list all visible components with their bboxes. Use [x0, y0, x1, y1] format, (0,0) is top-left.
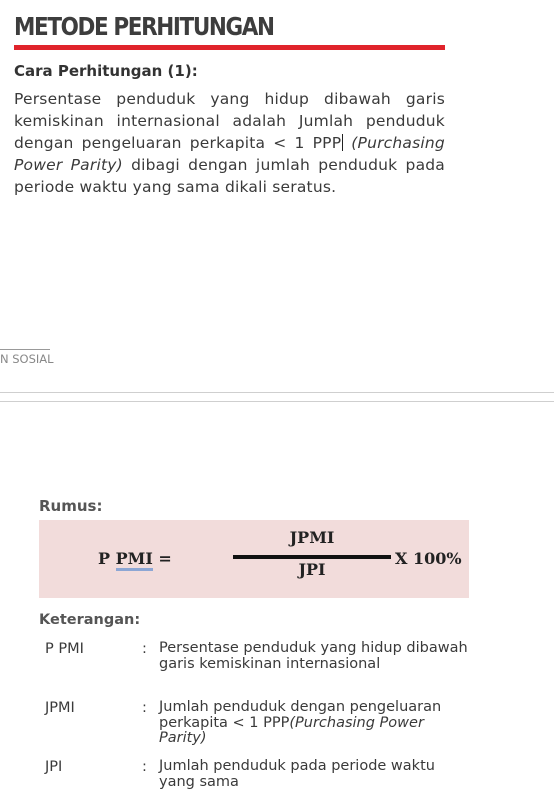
keterangan-label: Keterangan: [39, 612, 141, 628]
formula-numerator: JPMI [289, 528, 335, 547]
keterangan-desc-italic: (Purchasing Power Parity) [159, 714, 424, 746]
footer-rule [0, 349, 50, 350]
paragraph-italic: (Purchasing Power Parity) [14, 134, 445, 174]
paragraph-text-1: Persentase penduduk yang hidup dibawah garis kemiskinan internasional adalah Jumlah penduduk dengan pengeluaran perkapita < 1 PPP [14, 90, 445, 152]
keterangan-desc [159, 700, 469, 747]
keterangan-desc: Persentase penduduk yang hidup dibawah garis kemiskinan internasional [159, 640, 468, 672]
page-title: METODE PERHITUNGAN [14, 12, 274, 41]
keterangan-term: JPMI [45, 700, 75, 716]
section-subtitle: Cara Perhitungan (1): [14, 62, 198, 80]
formula-lhs-eq: = [152, 549, 172, 568]
formula-lhs-prefix: P [98, 549, 116, 568]
formula-box [39, 520, 469, 598]
keterangan-colon: : [142, 641, 147, 657]
page-divider [0, 392, 554, 402]
keterangan-term: P PMI [45, 641, 84, 657]
keterangan-desc: Jumlah penduduk pada periode waktu yang sama [159, 758, 435, 790]
fraction-bar [233, 555, 391, 559]
keterangan-desc-text: Jumlah penduduk dengan pengeluaran perkapita < 1 PPP [159, 699, 442, 731]
definition-paragraph [14, 88, 445, 198]
text-cursor [342, 134, 343, 151]
paragraph-text-2: dibagi dengan jumlah penduduk pada periode waktu yang sama dikali seratus. [14, 156, 446, 196]
formula-denominator: JPI [298, 560, 326, 579]
footer-text: N SOSIAL [0, 352, 54, 366]
formula-label: Rumus: [39, 497, 103, 515]
keterangan-term: JPI [45, 759, 63, 775]
keterangan-colon: : [142, 700, 147, 716]
formula-lhs [98, 549, 172, 568]
title-underline [14, 45, 445, 50]
keterangan-colon: : [142, 759, 147, 775]
formula-lhs-var: PMI [116, 549, 153, 571]
formula-multiplier: X 100% [395, 549, 462, 568]
